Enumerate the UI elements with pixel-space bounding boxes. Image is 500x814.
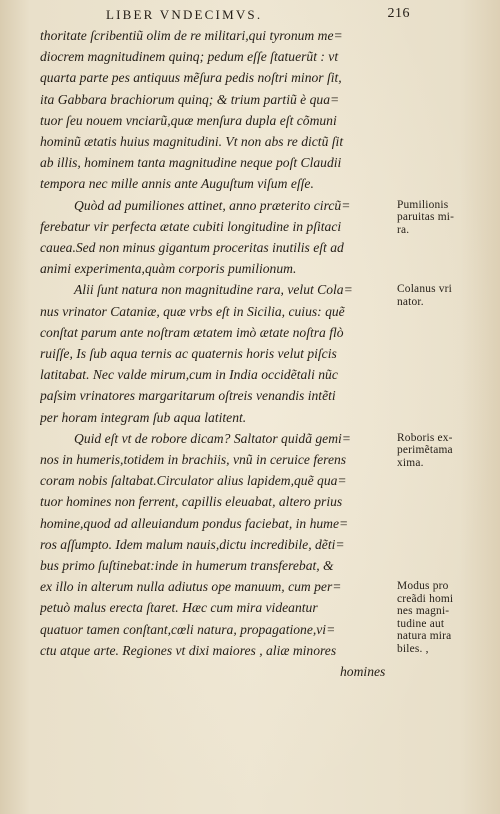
text-line: homine,quod ad alleuiandum pondus faciebat, in hume= <box>40 515 349 531</box>
text-line: ab illis, hominem tanta magnitudine neque poſt Claudii <box>40 155 342 171</box>
text-line: Alii ſunt natura non magnitudine rara, velut Cola= <box>74 282 353 298</box>
running-header <box>90 4 410 26</box>
text-line: tuor homines non ferrent, capillis eleuabat, altero prius <box>40 494 343 510</box>
running-title: LIBER VNDECIMVS. <box>106 7 263 22</box>
text-line: ex illo in alterum nulla adiutus ope manuum, cum per= <box>40 579 342 595</box>
text-line: animi experimenta,quàm corporis pumilionum. <box>40 261 297 277</box>
text-line: ruiſſe, Is ſub aqua ternis ac quaternis horis velut piſcis <box>40 346 337 361</box>
text-line: homines <box>340 664 386 679</box>
text-line: petuò malus erecta ſtaret. Hæc cum mira videantur <box>40 600 318 616</box>
margin-note: Modus pro creãdi homi nes magni- tudine aut natura mira biles. , <box>397 580 454 655</box>
text-line: quarta parte pes antiquus mẽſura pedis noſtri minor ſit, <box>40 70 342 86</box>
text-line: per horam integram ſub aqua latitent. <box>40 409 247 425</box>
text-line: ita Gabbara brachiorum quinq; & trium partiũ è qua= <box>40 91 340 107</box>
text-line: coram nobis ſaltabat.Circulator alius lapidem,quẽ qua= <box>40 473 347 489</box>
page-number: 216 <box>387 6 410 21</box>
text-line: hominũ ætatis huius magnitudini. Vt non abs re dictũ ſit <box>40 134 344 149</box>
text-line: tempora nec mille annis ante Auguſtum viſum eſſe. <box>40 176 314 192</box>
text-line: latitabat. Nec valde mirum,cum in India occidẽtali nũc <box>40 367 338 383</box>
text-line: ctu atque arte. Regiones vt dixi maiores , aliæ minores <box>40 642 337 658</box>
text-line: ros aſſumpto. Idem malum nauis,dictu incredibile, dẽti= <box>40 536 345 552</box>
text-line: Quid eſt vt de robore dicam? Saltator quidã gemi= <box>74 430 351 446</box>
text-line: Quòd ad pumiliones attinet, anno præterito circũ= <box>74 197 351 213</box>
text-line: conſtat parum ante noſtram ætatem imò ætate noſtra flò <box>40 324 344 340</box>
margin-note: Colanus vri nator. <box>397 283 453 308</box>
text-line: ferebatur vir perfecta ætate cubiti longitudine in pſitaci <box>40 218 342 234</box>
text-line: cauea.Sed non minus gigantum proceritas inutilis eſt ad <box>40 240 344 255</box>
margin-note: Pumilionis paruitas mi- ra. <box>397 198 455 236</box>
text-line: paſsim vrinatores margaritarum oſtreis venandis intẽti <box>40 388 336 404</box>
margin-note: Roboris ex- perimẽtama xima. <box>397 431 453 469</box>
text-line: nos in humeris,totidem in brachiis, vnũ in ceruice ferens <box>40 452 347 467</box>
text-line: diocrem magnitudinem quinq; pedum eſſe ſtatuerũt : vt <box>40 49 339 65</box>
text-line: nus vrinator Cataniæ, quæ vrbs eſt in Sicilia, cuius: quẽ <box>40 303 345 319</box>
text-line: bus primo ſuſtinebat:inde in humerum transferebat, & <box>40 558 334 573</box>
text-line: quatuor tamen conſtant,cœli natura, propagatione,vi= <box>40 621 336 637</box>
text-line: tuor ſeu nouem vnciarũ,quæ menſura dupla eſt cõmuni <box>40 112 337 128</box>
text-line: thoritate ſcribentiũ olim de re militari,qui tyronum me= <box>40 28 343 43</box>
